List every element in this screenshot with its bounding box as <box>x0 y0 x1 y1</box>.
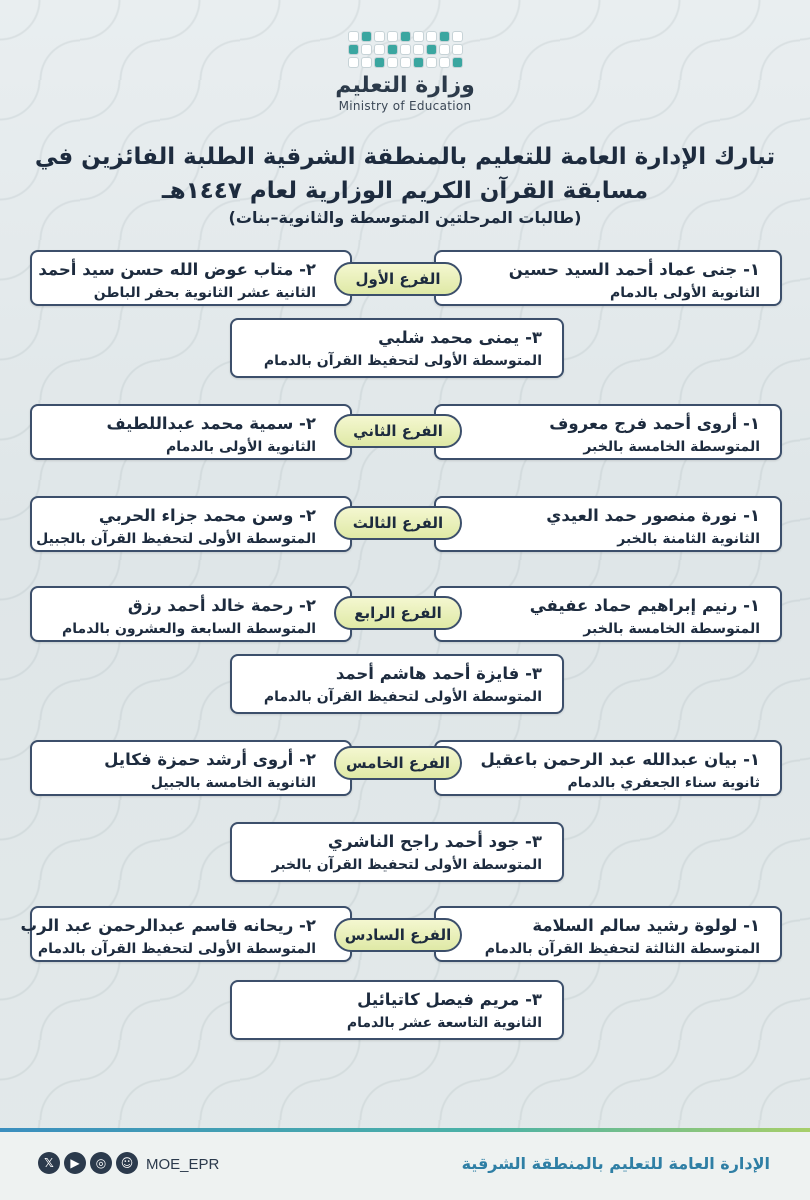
logo-text-arabic: وزارة التعليم <box>335 73 475 98</box>
logo-text-english: Ministry of Education <box>338 99 472 113</box>
winner-name: ٢- وسن محمد جزاء الحربي <box>98 506 316 525</box>
winner-school: الثانوية الثامنة بالخبر <box>617 531 760 547</box>
winner-name: ٢- ريحانه قاسم عبدالرحمن عبد الرب <box>20 916 316 935</box>
title-line-2: مسابقة القرآن الكريم الوزارية لعام ١٤٤٧هـ <box>161 178 649 204</box>
winner-school: المتوسطة الأولى لتحفيظ القرآن بالخبر <box>271 857 542 873</box>
winner-name: ٣- فايزة أحمد هاشم أحمد <box>335 664 542 683</box>
winner-card <box>30 496 352 552</box>
winner-school: الثانوية الأولى بالدمام <box>166 439 316 455</box>
winner-school: المتوسطة الخامسة بالخبر <box>583 439 760 455</box>
branch-label: الفرع الثاني <box>334 414 462 448</box>
winner-school: المتوسطة الثالثة لتحفيظ القرآن بالدمام <box>484 941 760 957</box>
winner-card <box>30 250 352 306</box>
winner-name: ٢- أروى أرشد حمزة فكايل <box>104 750 316 769</box>
branch-label: الفرع الرابع <box>334 596 462 630</box>
winner-card <box>434 496 782 552</box>
footer-org-name: الإدارة العامة للتعليم بالمنطقة الشرقية <box>461 1154 770 1173</box>
winner-name: ١- جنى عماد أحمد السيد حسين <box>508 260 760 279</box>
winner-card <box>434 906 782 962</box>
winner-card <box>434 404 782 460</box>
winner-card <box>230 980 564 1040</box>
x-icon[interactable]: 𝕏 <box>38 1152 60 1174</box>
winner-school: المتوسطة الخامسة بالخبر <box>583 621 760 637</box>
ministry-logo <box>0 26 810 113</box>
winner-name: ١- رنيم إبراهيم حماد عفيفي <box>529 596 760 615</box>
branch-label: الفرع السادس <box>334 918 462 952</box>
winner-name: ٢- سمية محمد عبداللطيف <box>106 414 316 433</box>
winner-card <box>230 822 564 882</box>
winner-school: المتوسطة السابعة والعشرون بالدمام <box>62 621 316 637</box>
snapchat-icon[interactable]: ☺ <box>116 1152 138 1174</box>
branch-label: الفرع الخامس <box>334 746 462 780</box>
winner-school: ثانوية سناء الجعفري بالدمام <box>567 775 760 791</box>
logo-mark <box>349 32 462 67</box>
winner-card <box>434 586 782 642</box>
winner-school: الثانية عشر الثانوية بحفر الباطن <box>93 285 316 301</box>
title-line-1: تبارك الإدارة العامة للتعليم بالمنطقة الشرقية الطلبة الفائزين في <box>34 144 776 170</box>
winner-card <box>230 654 564 714</box>
youtube-icon[interactable]: ▶ <box>64 1152 86 1174</box>
winner-school: الثانوية التاسعة عشر بالدمام <box>346 1015 542 1031</box>
winner-card <box>20 906 352 962</box>
page-title <box>30 140 780 208</box>
winner-name: ١- نورة منصور حمد العيدي <box>546 506 760 525</box>
winner-name: ٣- يمنى محمد شلبي <box>378 328 542 347</box>
winner-name: ١- لولوة رشيد سالم السلامة <box>532 916 760 935</box>
winner-school: المتوسطة الأولى لتحفيظ القرآن بالدمام <box>37 941 316 957</box>
winner-card <box>434 740 782 796</box>
winner-school: المتوسطة الأولى لتحفيظ القرآن بالدمام <box>263 353 542 369</box>
winner-school: الثانوية الخامسة بالجبيل <box>150 775 316 791</box>
branch-label: الفرع الثالث <box>334 506 462 540</box>
social-handle[interactable]: MOE_EPR <box>146 1156 220 1173</box>
winner-school: المتوسطة الأولى لتحفيظ القرآن بالجبيل <box>36 531 316 547</box>
page-subtitle: (طالبات المرحلتين المتوسطة والثانوية–بنات) <box>228 208 582 227</box>
instagram-icon[interactable]: ◎ <box>90 1152 112 1174</box>
winner-card <box>30 740 352 796</box>
winner-card <box>434 250 782 306</box>
branch-label: الفرع الأول <box>334 262 462 296</box>
winner-name: ١- أروى أحمد فرج معروف <box>549 414 760 433</box>
footer-accent-bar <box>0 1128 810 1132</box>
winner-card <box>230 318 564 378</box>
winner-name: ٢- متاب عوض الله حسن سيد أحمد <box>38 260 316 279</box>
winner-name: ٣- مريم فيصل كاتيائيل <box>357 990 542 1009</box>
winner-school: المتوسطة الأولى لتحفيظ القرآن بالدمام <box>263 689 542 705</box>
winner-card <box>30 404 352 460</box>
winner-card <box>30 586 352 642</box>
winner-name: ٢- رحمة خالد أحمد رزق <box>127 596 316 615</box>
winner-name: ١- بيان عبدالله عبد الرحمن باعقيل <box>480 750 760 769</box>
winner-school: الثانوية الأولى بالدمام <box>610 285 760 301</box>
winner-name: ٣- جود أحمد راجح الناشري <box>327 832 542 851</box>
